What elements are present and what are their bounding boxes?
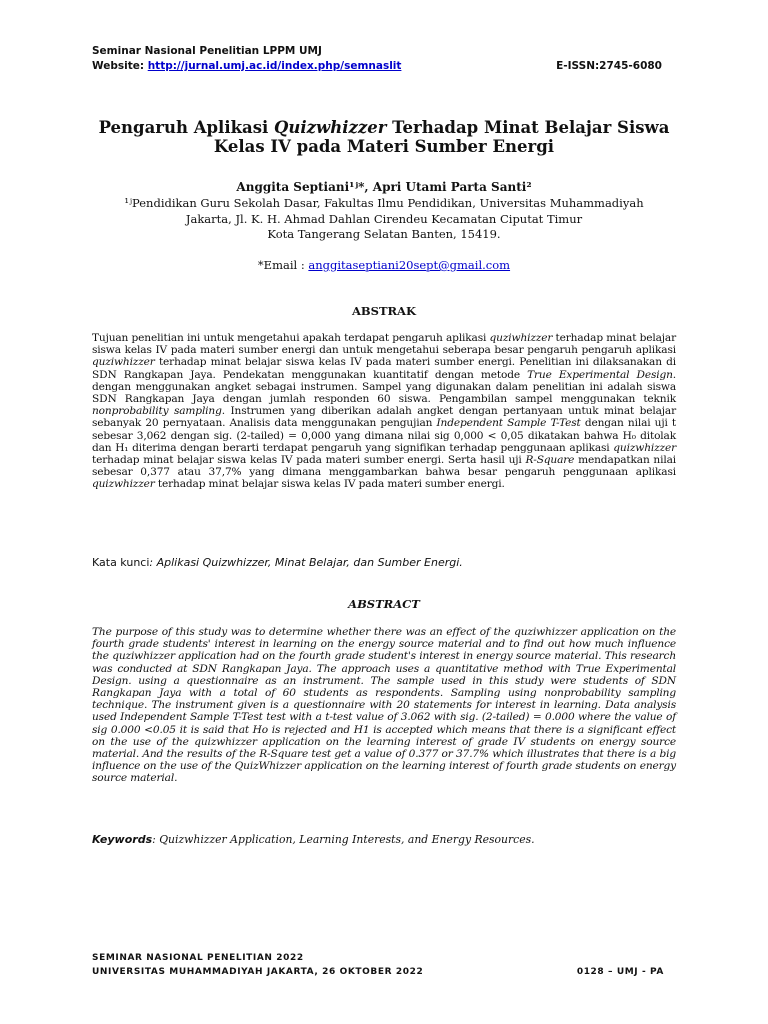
email-label: *Email : — [257, 258, 309, 272]
footer-university: UNIVERSITAS MUHAMMADIYAH JAKARTA, 26 OKTOBER 2022 — [92, 967, 424, 977]
conference-name: Seminar Nasional Penelitian LPPM UMJ — [92, 45, 322, 57]
abstrak-span: terhadap minat belajar siswa kelas IV pada materi sumber energi. Penelitian ini dilaksanakan di SDN Rangkapan Jaya. Pendekatan menggunakan kuantitatif dengan metode — [92, 356, 676, 381]
abstrak-span: terhadap minat belajar siswa kelas IV pada materi sumber energi. Serta hasil uji — [92, 454, 526, 467]
paper-title — [40, 118, 728, 156]
abstract-text: The purpose of this study was to determine whether there was an effect of the quziwhizzer application on the fourth grade students' interest in learning on the energy source material and to find out how much influence the quziwhizzer application had on the fourth grade student's interest in energy source material. This research was conducted at SDN Rangkapan Jaya. The approach uses a quantitative method with True Experimental Design. using a questionnaire as an instrument. The sample used in this study were students of SDN Rangkapan Jaya with a total of 60 students as respondents. Sampling using nonprobability sampling technique. The instrument given is a questionnaire with 20 statements for interest in learning. Data analysis used Independent Sample T-Test test with a t-test value of 3.062 with sig. (2-tailed) = 0.000 where the value of sig 0.000 <0.05 it is said that Ho is rejected and H1 is accepted which means that there is a significant effect on the use of the quizwhizzer application on the learning interest of grade IV students on energy source material. And the results of the R-Square test get a value of 0.377 or 37.7% which illustrates that there is a big influence on the use of the QuizWhizzer application on the learning interest of fourth grade students on energy source material. — [92, 626, 676, 785]
abstrak-heading: ABSTRAK — [352, 304, 416, 318]
affiliation-line: Jakarta, Jl. K. H. Ahmad Dahlan Cirendeu Kecamatan Ciputat Timur — [185, 211, 583, 226]
abstrak-span: terhadap minat belajar siswa kelas IV pada materi sumber energi dan untuk mengetahui seberapa besar pengaruh pengaruh aplikasi — [92, 332, 676, 357]
affiliation-line: Kota Tangerang Selatan Banten, 15419. — [267, 227, 501, 241]
abstrak-span: Tujuan penelitian ini untuk mengetahui apakah terdapat pengaruh aplikasi — [92, 332, 490, 344]
abstrak-italic: R-Square — [525, 454, 575, 467]
affiliation-line: ¹ʲPendidikan Guru Sekolah Dasar, Fakultas Ilmu Pendidikan, Universitas Muhammadiyah — [124, 196, 644, 210]
abstrak-span: mendapatkan nilai sebesar 0,377 atau 37,7% yang dimana menggambarkan bahwa besar pengaruh penggunaan aplikasi — [92, 454, 676, 479]
title-italic-part: Quizwhizzer — [274, 118, 387, 137]
footer-university-line — [92, 967, 664, 977]
abstract-heading: ABSTRACT — [348, 597, 420, 611]
abstrak-span: terhadap minat belajar siswa kelas IV pada materi sumber energi. — [154, 478, 505, 491]
website-label: Website: — [92, 60, 145, 72]
abstrak-span: dengan nilai uji t sebesar 3,062 dengan sig. (2-tailed) = 0,000 yang dimana nilai sig 0,000 < 0,05 dikatakan bahwa H₀ ditolak dan H₁ diterima dengan berarti terdapat pengaruh yang signifikan terhadap penggunaan aplikasi — [92, 417, 676, 454]
title-line-2: Kelas IV pada Materi Sumber Energi — [213, 137, 555, 156]
abstrak-span: . Instrumen yang diberikan adalah angket dengan pertanyaan untuk minat belajar sebanyak 20 pernyataan. Analisis data menggunakan pengujian — [92, 405, 676, 430]
title-part: Terhadap Minat Belajar Siswa — [386, 118, 670, 137]
issn-label: E-ISSN:2745-6080 — [556, 60, 662, 72]
email-line — [40, 258, 728, 272]
website-link[interactable]: http://jurnal.umj.ac.id/index.php/semnaslit — [147, 60, 402, 72]
abstrak-italic: quziwhizzer — [489, 332, 553, 344]
header-website-line — [92, 60, 662, 72]
affiliation — [40, 196, 728, 243]
abstrak-span: . dengan menggunakan angket sebagai instrumen. Sampel yang digunakan dalam penelitian ini adalah siswa SDN Rangkapan Jaya dengan jumlah responden 60 siswa. Pengambilan sampel menggunakan teknik — [92, 368, 677, 406]
authors: Anggita Septiani¹ʲ*, Apri Utami Parta Santi² — [236, 180, 532, 194]
page-number: 0128 – UMJ - PA — [576, 967, 664, 977]
title-part: Pengaruh Aplikasi — [98, 118, 275, 137]
keywords-label: Keywords — [92, 833, 153, 846]
abstrak-italic: quizwhizzer — [92, 478, 155, 491]
abstrak-italic: quizwhizzer — [613, 441, 676, 454]
abstrak-italic: Independent Sample T-Test — [436, 417, 581, 430]
abstrak-italic: nonprobability sampling — [92, 405, 222, 418]
kata-kunci — [92, 556, 692, 569]
abstrak-italic: True Experimental Design — [527, 368, 673, 381]
abstrak-italic: quziwhizzer — [92, 356, 155, 369]
email-link[interactable]: anggitaseptiani20sept@gmail.com — [308, 258, 511, 272]
keywords-value: : Quizwhizzer Application, Learning Interests, and Energy Resources. — [152, 833, 535, 846]
footer-seminar: SEMINAR NASIONAL PENELITIAN 2022 — [92, 953, 304, 963]
kata-kunci-label: Kata kunci — [92, 556, 150, 569]
keywords — [92, 833, 692, 846]
abstrak-text — [92, 332, 676, 491]
kata-kunci-value: : Aplikasi Quizwhizzer, Minat Belajar, dan Sumber Energi. — [149, 556, 463, 569]
